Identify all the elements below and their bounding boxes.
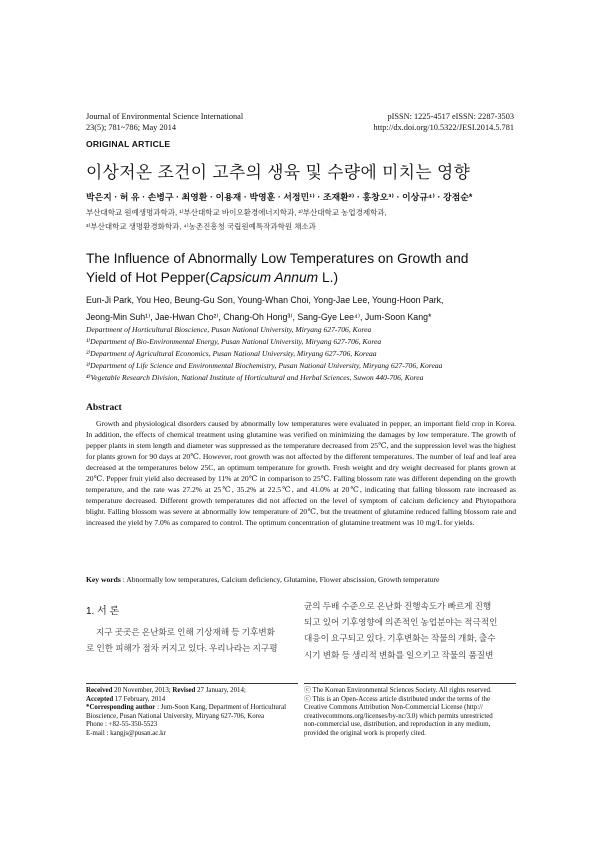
copyright: ⓒ The Korean Environmental Sciences Society. All rights reserved.	[304, 687, 492, 694]
english-affiliations	[86, 324, 442, 384]
keywords-text: : Abnormally low temperatures, Calcium deficiency, Glutamine, Flower abscission, Growth temperature	[120, 575, 440, 584]
english-title-line1: The Influence of Abnormally Low Temperatures on Growth and	[86, 251, 469, 266]
intro-right-line: 대응이 요구되고 있다. 기후변화는 작물의 개화, 출수	[304, 633, 496, 644]
received-date: 20 November, 2013;	[112, 687, 173, 694]
issn: pISSN: 1225-4517 eISSN: 2287-3503	[387, 112, 514, 121]
email[interactable]: E-mail : kangjs@pusan.ac.kr	[86, 729, 166, 737]
phone: Phone : +82-55-350-5523	[86, 721, 158, 728]
english-authors-line1: Eun-Ji Park, You Heo, Beung-Gu Son, Young-Whan Choi, Yong-Jae Lee, Young-Hoon Park,	[86, 295, 444, 305]
doi-link[interactable]: http://dx.doi.org/10.5322/JESI.2014.5.781	[373, 122, 514, 132]
received-revised	[86, 687, 298, 696]
korean-affil-line2: ³⁾부산대학교 생명환경화학과, ⁴⁾농촌진흥청 국립원예특작과학원 채소과	[86, 221, 316, 231]
journal-name: Journal of Environmental Science International	[86, 112, 244, 121]
title-line2-pre: Yield of Hot Pepper(	[86, 269, 210, 285]
keywords	[86, 575, 439, 584]
license-line: provided the original work is properly cited.	[304, 729, 426, 737]
volume-pages: 23(5); 781~786; May 2014	[86, 122, 176, 132]
keywords-label: Key words	[86, 575, 121, 584]
license-line: creativecommons.org/licenses/by-nc/3.0) which permits unrestricted	[304, 712, 493, 720]
korean-title: 이상저온 조건이 고추의 생육 및 수량에 미치는 영향	[86, 163, 471, 182]
corr-text: : Jum-Soon Kang, Department of Horticultural	[155, 704, 287, 711]
accepted-date: 17 February, 2014	[113, 695, 166, 703]
affiliation: ¹⁾Department of Bio-Environmental Energy, Pusan National University, Miryang 627-706, Korea	[86, 337, 382, 347]
journal-header-right	[374, 112, 514, 133]
article-type: ORIGINAL ARTICLE	[86, 139, 171, 149]
corr-label: *Corresponding author	[86, 704, 156, 711]
english-authors-line2: Jeong-Min Suh¹⁾, Jae-Hwan Cho²⁾, Chang-Oh Hong³⁾, Sang-Gye Lee⁴⁾, Jum-Soon Kang*	[86, 312, 432, 323]
license-line: non-commercial use, distribution, and reproduction in any medium,	[304, 721, 491, 728]
intro-right-column	[304, 598, 516, 663]
accepted-label: Accepted	[86, 695, 114, 703]
accepted	[86, 696, 298, 705]
corresponding-author	[86, 704, 298, 713]
english-authors	[86, 292, 444, 327]
korean-affil-line1: 부산대학교 원예생명과학과, ¹⁾부산대학교 바이오환경에너지학과, ²⁾부산대학교 농업경제학과,	[86, 208, 387, 217]
license-line: Creative Commons Attribution Non-Commercial License (http://	[304, 704, 483, 711]
intro-left-line: 지구 곳곳은 온난화로 인해 기상재해 등 기후변화	[96, 627, 275, 637]
footnote-rule-right	[304, 683, 516, 684]
abstract-body: Growth and physiological disorders caused by abnormally low temperatures were evaluated in pepper, an important field crop in Korea. In addition, the effects of chemical treatment using glutamine was verified on minimizing the damages by low temperature. The growth of pepper plants in stem length and diameter was suppressed as the temperature decreased from 25℃, and the suppression level was the highest for plants grown for 90 days at 20℃. However, root growth was not affected by the different temperatures. The number of leaf and leaf area decreased at the temperatures below 25C, an optimum temperature for growth. Fresh weight and dry weight decreased for plants grown at 20℃. Pepper fruit yield also decreased by 11% at 20℃ in comparison to 25℃. Falling blossom rate was different depending on the growth temperature, and the rate was 27.2% at 25℃, 35.2% at 22.5℃, and 41.0% at 20℃, indicating that falling blossom rate increased as temperature decreased. Different growth temperatures did not affected on the level of symptom of calcium deficiency and Phytopathora blight. Falling blossom was severe at abnormally low temperature of 20℃, but the treatment of glutamine reduced falling blossom rate and increased the yield by 7.0% as compared to control. The optimum concentration of glutamine treatment was 10 mg/L for yields.	[86, 419, 516, 528]
section-heading-intro: 1. 서 론	[86, 606, 120, 617]
affiliation: Department of Horticultural Bioscience, Pusan National University, Miryang 627-706, Korea	[86, 325, 372, 334]
species-name: Capsicum Annum	[209, 269, 319, 285]
affiliation: ⁴⁾Vegetable Research Division, National Institute of Horticultural and Herbal Sciences, Suwon 440-706, Korea	[86, 373, 424, 383]
english-title	[86, 250, 468, 287]
intro-right-line: 균의 두배 수준으로 온난화 진행속도가 빠르게 진행	[304, 601, 492, 611]
footnote-right	[304, 687, 516, 738]
affiliation: ³⁾Department of Life Science and Environmental Biochemistry, Pusan National University, Miryang 627-706, Koreaa	[86, 361, 443, 371]
intro-left-line: 로 인한 피해가 점차 커지고 있다. 우리나라는 지구평	[86, 643, 278, 654]
footnote-left	[86, 687, 298, 738]
korean-affiliations	[86, 206, 387, 233]
intro-left-column	[86, 624, 298, 656]
title-line2-post: L.)	[318, 269, 339, 285]
intro-right-line: 시기 변화 등 생리적 변화를 일으키고 작물의 품질변	[304, 649, 494, 660]
journal-header-left	[86, 112, 243, 133]
affiliation: ²⁾Department of Agricultural Economics, Pusan National University, Miryang 627-706, Koreaa	[86, 349, 377, 359]
footnote-rule-left	[86, 683, 298, 684]
intro-right-line: 되고 있어 기후영향에 의존적인 농업분야는 적극적인	[304, 617, 498, 628]
english-title-line2	[86, 269, 468, 288]
revised-label: Revised	[172, 687, 196, 694]
received-label: Received	[86, 687, 113, 694]
revised-date: 27 January, 2014;	[195, 687, 246, 694]
abstract-heading: Abstract	[86, 402, 122, 413]
korean-authors: 박은지 · 허 유 · 손병구 · 최영환 · 이용재 · 박영훈 · 서정민¹⁾ · 조재환²⁾ · 홍창오³⁾ · 이상규⁴⁾ · 강점순*	[86, 192, 473, 202]
corr-line2: Bioscience, Pusan National University, Miryang 627-706, Korea	[86, 712, 265, 720]
license-line: ⓒ This is an Open-Access article distributed under the terms of the	[304, 695, 491, 703]
